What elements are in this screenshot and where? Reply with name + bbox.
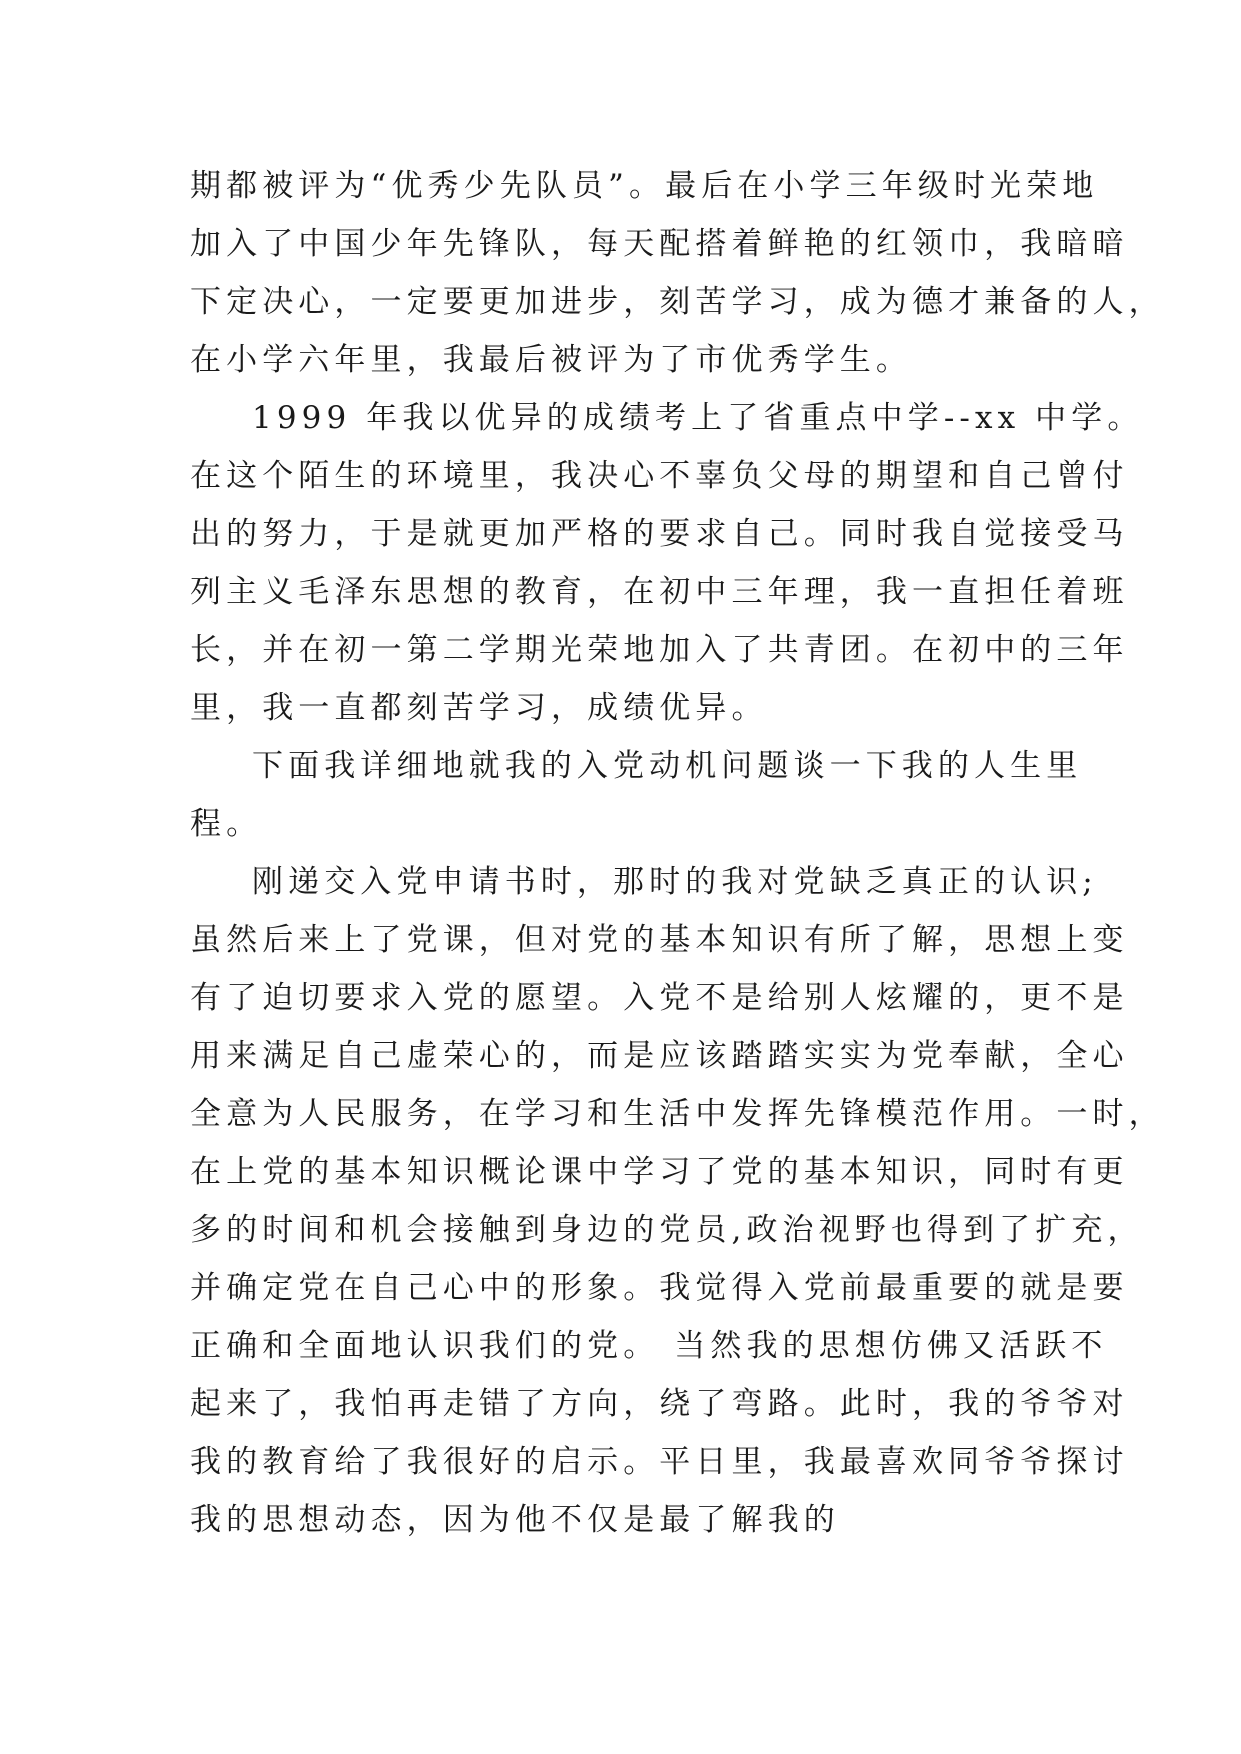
text-line: 起来了，我怕再走错了方向，绕了弯路。此时，我的爷爷对 (190, 1386, 1129, 1422)
text-line: 全意为人民服务，在学习和生活中发挥先锋模范作用。一时， (190, 1096, 1165, 1132)
paragraph-first-line: 刚递交入党申请书时，那时的我对党缺乏真正的认识; (252, 864, 1098, 900)
text-line: 我的思想动态，因为他不仅是最了解我的 (190, 1502, 840, 1538)
text-line: 正确和全面地认识我们的党。 当然我的思想仿佛又活跃不 (190, 1328, 1108, 1364)
paragraph-first-line: 1999 年我以优异的成绩考上了省重点中学--xx 中学。 (252, 400, 1144, 436)
text-line: 我的教育给了我很好的启示。平日里，我最喜欢同爷爷探讨 (190, 1444, 1129, 1480)
text-line: 出的努力，于是就更加严格的要求自己。同时我自觉接受马 (190, 516, 1129, 552)
text-line: 在上党的基本知识概论课中学习了党的基本知识，同时有更 (190, 1154, 1129, 1190)
text-line: 下定决心，一定要更加进步，刻苦学习，成为德才兼备的人， (190, 284, 1165, 320)
text-line: 用来满足自己虚荣心的，而是应该踏踏实实为党奉献，全心 (190, 1038, 1129, 1074)
paragraph-first-line: 下面我详细地就我的入党动机问题谈一下我的人生里 (252, 748, 1083, 784)
text-line: 并确定党在自己心中的形象。我觉得入党前最重要的就是要 (190, 1270, 1129, 1306)
text-line: 期都被评为“优秀少先队员”。最后在小学三年级时光荣地 (190, 168, 1099, 204)
text-line: 虽然后来上了党课，但对党的基本知识有所了解，思想上变 (190, 922, 1129, 958)
text-line: 程。 (190, 806, 263, 842)
text-line: 多的时间和机会接触到身边的党员,政治视野也得到了扩充， (190, 1212, 1144, 1248)
text-line: 在这个陌生的环境里，我决心不辜负父母的期望和自己曾付 (190, 458, 1129, 494)
text-line: 长，并在初一第二学期光荣地加入了共青团。在初中的三年 (190, 632, 1129, 668)
text-line: 列主义毛泽东思想的教育，在初中三年理，我一直担任着班 (190, 574, 1129, 610)
text-line: 在小学六年里，我最后被评为了市优秀学生。 (190, 342, 912, 378)
text-line: 有了迫切要求入党的愿望。入党不是给别人炫耀的，更不是 (190, 980, 1129, 1016)
text-line: 加入了中国少年先锋队，每天配搭着鲜艳的红领巾，我暗暗 (190, 226, 1129, 262)
text-line: 里，我一直都刻苦学习，成绩优异。 (190, 690, 768, 726)
